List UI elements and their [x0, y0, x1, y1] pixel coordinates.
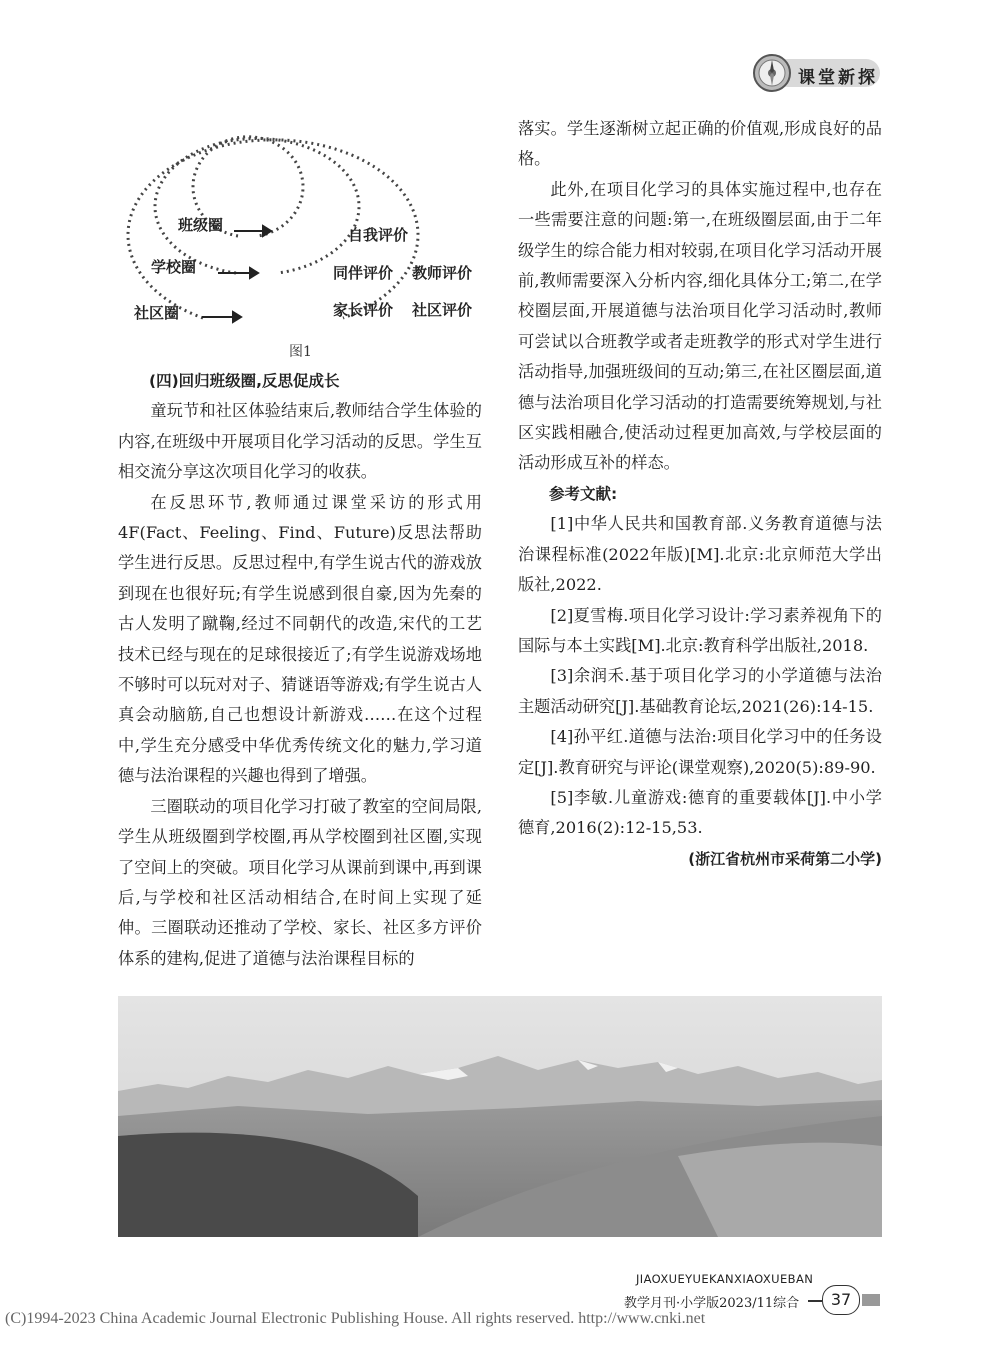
compass-globe-icon — [752, 53, 792, 93]
section-badge — [752, 53, 880, 93]
body-paragraph: 此外,在项目化学习的具体实施过程中,也存在一些需要注意的问题:第一,在班级圈层面,由于二年级学生的综合能力相对较弱,在项目化学习活动开展前,教师需要深入分析内容,细化具体分工;第二,在学校圈层面,开展道德与法治项目化学习活动时,教师可尝试以合班教学或者走班教学的形式对学生进行活动指导,加强班级间的互动;第三,在社区圈层面,道德与法治项目化学习活动的打造需要统筹规划,与社区实践相融合,使活动过程更加高效,与学校层面的活动形成互补的样态。 — [518, 179, 882, 473]
body-paragraph-continuation: 落实。学生逐渐树立起正确的价值观,形成良好的品格。 — [518, 119, 882, 169]
teacher-evaluation-label: 教师评价 — [412, 264, 473, 282]
reference-item: [1]中华人民共和国教育部.义务教育道德与法治课程标准(2022年版)[M].北京:北京师范大学出版社,2022. — [518, 514, 882, 595]
reference-item: [5]李敏.儿童游戏:德育的重要载体[J].中小学德育,2016(2):12-15,53. — [518, 787, 882, 838]
school-circle — [155, 138, 359, 273]
footer-rule — [808, 1300, 822, 1302]
mountain-landscape-photo — [118, 996, 882, 1237]
figure-caption: 图1 — [289, 344, 312, 360]
parent-evaluation-label: 家长评价 — [333, 301, 394, 319]
journal-issue: 教学月刊·小学版2023/11综合 — [624, 1296, 800, 1311]
body-paragraph: 童玩节和社区体验结束后,教师结合学生体验的内容,在班级中开展项目化学习活动的反思。学生互相交流分享这次项目化学习的收获。 — [118, 401, 482, 482]
section-title: 课堂新探 — [798, 68, 878, 88]
section-heading: (四)回归班级圈,反思促成长 — [149, 372, 340, 390]
body-paragraph: 在反思环节,教师通过课堂采访的形式用4F(Fact、Feeling、Find、Future)反思法帮助学生进行反思。反思过程中,有学生说古代的游戏放到现在也很好玩;有学生说感到很自豪,因为先秦的古人发明了蹴鞠,经过不同朝代的改造,宋代的工艺技术已经与现在的足球很接近了;有学生说游戏场地不够时可以玩对对子、猜谜语等游戏;有学生说古人真会动脑筋,自己也想设计新游戏……在这个过程中,学生充分感受中华优秀传统文化的魅力,学习道德与法治课程的兴趣也得到了增强。 — [118, 492, 482, 786]
references-heading: 参考文献: — [549, 484, 618, 503]
school-circle-label: 学校圈 — [151, 258, 197, 276]
arrow-icon — [202, 226, 271, 322]
reference-item: [2]夏雪梅.项目化学习设计:学习素养视角下的国际与本土实践[M].北京:教育科学出版社,2018. — [518, 605, 882, 655]
peer-evaluation-label: 同伴评价 — [333, 264, 394, 282]
reference-item: [4]孙平红.道德与法治:项目化学习中的任务设定[J].教育研究与评论(课堂观察),2020(5):89-90. — [518, 727, 882, 777]
right-column — [518, 114, 882, 874]
community-evaluation-label: 社区评价 — [412, 301, 473, 319]
footer-block — [862, 1294, 880, 1306]
copyright-notice: (C)1994-2023 China Academic Journal Electronic Publishing House. All rights reserved. http://www.cnki.net — [5, 1310, 706, 1327]
left-column — [118, 366, 482, 974]
author-affiliation: (浙江省杭州市采荷第二小学) — [688, 849, 882, 868]
page-number: 37 — [822, 1285, 860, 1315]
reference-item: [3]余润禾.基于项目化学习的小学道德与法治主题活动研究[J].基础教育论坛,2021(26):14-15. — [518, 666, 882, 716]
three-circles-diagram — [118, 118, 488, 338]
self-evaluation-label: 自我评价 — [348, 226, 409, 244]
class-circle-label: 班级圈 — [178, 216, 224, 234]
journal-pinyin: JIAOXUEYUEKANXIAOXUEBAN — [636, 1272, 814, 1286]
community-circle-label: 社区圈 — [134, 304, 180, 322]
body-paragraph: 三圈联动的项目化学习打破了教室的空间局限,学生从班级圈到学校圈,再从学校圈到社区圈,实现了空间上的突破。项目化学习从课前到课中,再到课后,与学校和社区活动相结合,在时间上实现了延伸。三圈联动还推动了学校、家长、社区多方评价体系的建构,促进了道德与法治课程目标的 — [118, 796, 482, 968]
